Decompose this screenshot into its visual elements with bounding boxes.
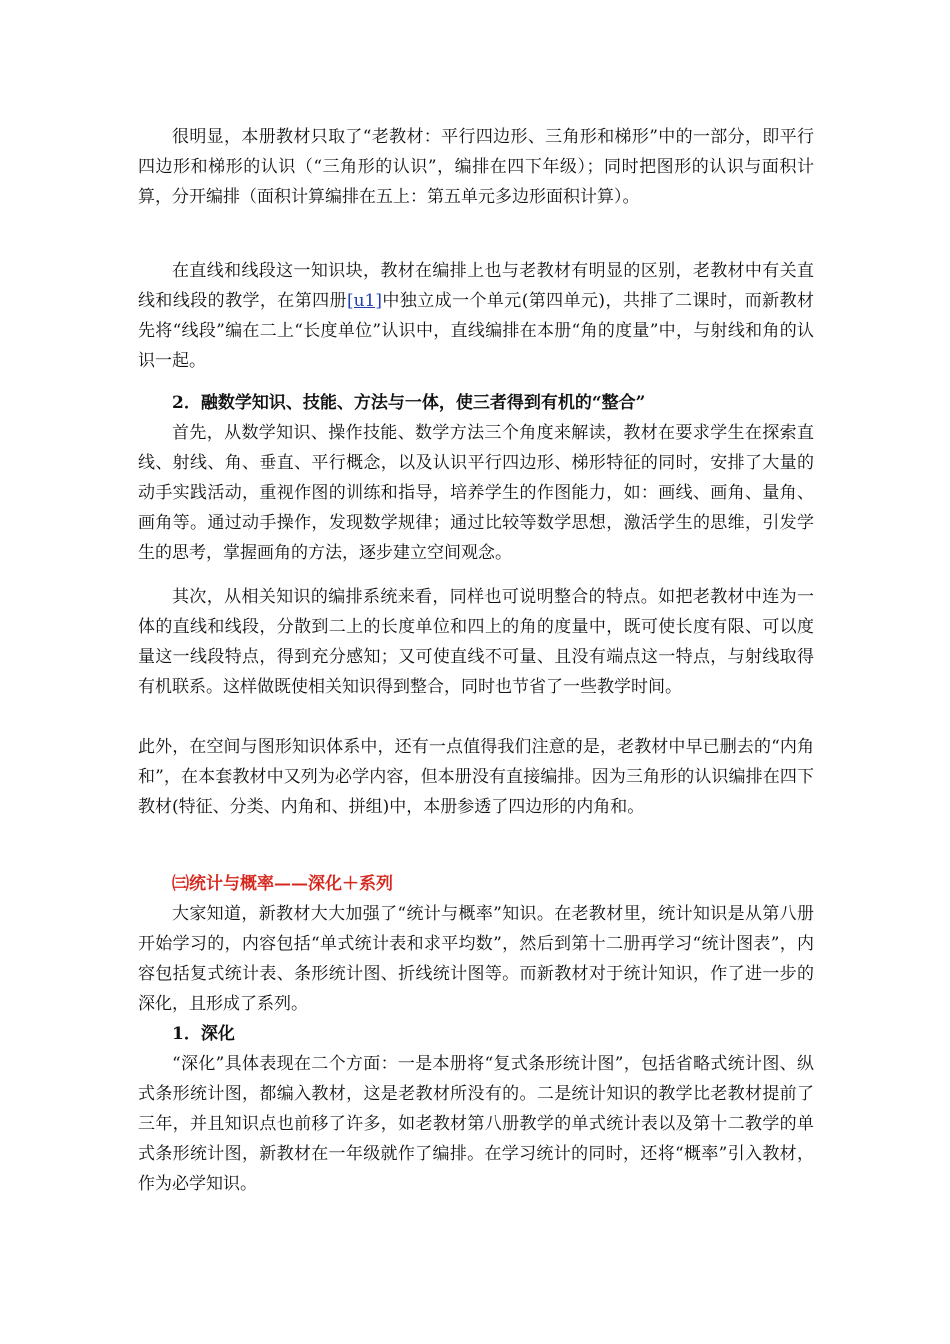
paragraph-6: 大家知道，新教材大大加强了“统计与概率”知识。在老教材里，统计知识是从第八册开始学习的，内容包括“单式统计表和求平均数”，然后到第十二册再学习“统计图表”，内容包括复式统计表、条形统计图、折线统计图等。而新教材对于统计知识，作了进一步的深化，且形成了系列。 xyxy=(138,904,814,1014)
paragraph-4: 其次，从相关知识的编排系统来看，同样也可说明整合的特点。如把老教材中连为一体的直线和线段，分散到二上的长度单位和四上的角的度量中，既可使长度有限、可以度量这一线段特点，得到充分感知；又可使直线不可量、且没有端点这一特点，与射线取得有机联系。这样做既使相关知识得到整合，同时也节省了一些教学时间。 xyxy=(138,587,814,697)
paragraph-2 xyxy=(138,256,814,376)
paragraph-2-text-before: 在直线和线段这一知识块，教材在编排上也与老教材有明显的区别，老教材中有关直线和线段的教学，在第四册 xyxy=(138,261,814,311)
section-heading-2: 2．融数学知识、技能、方法与一体，使三者得到有机的“整合” xyxy=(172,393,646,413)
comment-link-u1[interactable]: [u1] xyxy=(346,291,382,311)
paragraph-7: “深化”具体表现在二个方面：一是本册将“复式条形统计图”，包括省略式统计图、纵式条形统计图，都编入教材，这是老教材所没有的。二是统计知识的教学比老教材提前了三年，并且知识点也前移了许多，如老教材第八册教学的单式统计表以及第十二教学的单式条形统计图，新教材在一年级就作了编排。在学习统计的同时，还将“概率”引入教材，作为必学知识。 xyxy=(138,1054,814,1194)
paragraph-2-text-after: 中独立成一个单元(第四单元)，共排了二课时，而新教材先将“线段”编在二上“长度单位”认识中，直线编排在本册“角的度量”中，与射线和角的认识一起。 xyxy=(138,291,815,371)
subsection-heading-deepen: 1．深化 xyxy=(172,1024,235,1044)
section-heading-3: ㈢统计与概率——深化＋系列 xyxy=(172,874,393,894)
paragraph-1: 很明显，本册教材只取了“老教材：平行四边形、三角形和梯形”中的一部分，即平行四边形和梯形的认识（“三角形的认识”，编排在四下年级）；同时把图形的认识与面积计算，分开编排（面积计算编排在五上：第五单元多边形面积计算）。 xyxy=(138,127,814,207)
paragraph-5: 此外，在空间与图形知识体系中，还有一点值得我们注意的是，老教材中早已删去的“内角和”，在本套教材中又列为必学内容，但本册没有直接编排。因为三角形的认识编排在四下教材(特征、分类、内角和、拼组)中，本册参透了四边形的内角和。 xyxy=(138,737,814,817)
paragraph-3: 首先，从数学知识、操作技能、数学方法三个角度来解读，教材在要求学生在探索直线、射线、角、垂直、平行概念，以及认识平行四边形、梯形特征的同时，安排了大量的动手实践活动，重视作图的训练和指导，培养学生的作图能力，如：画线、画角、量角、画角等。通过动手操作，发现数学规律；通过比较等数学思想，激活学生的思维，引发学生的思考，掌握画角的方法，逐步建立空间观念。 xyxy=(138,423,814,563)
